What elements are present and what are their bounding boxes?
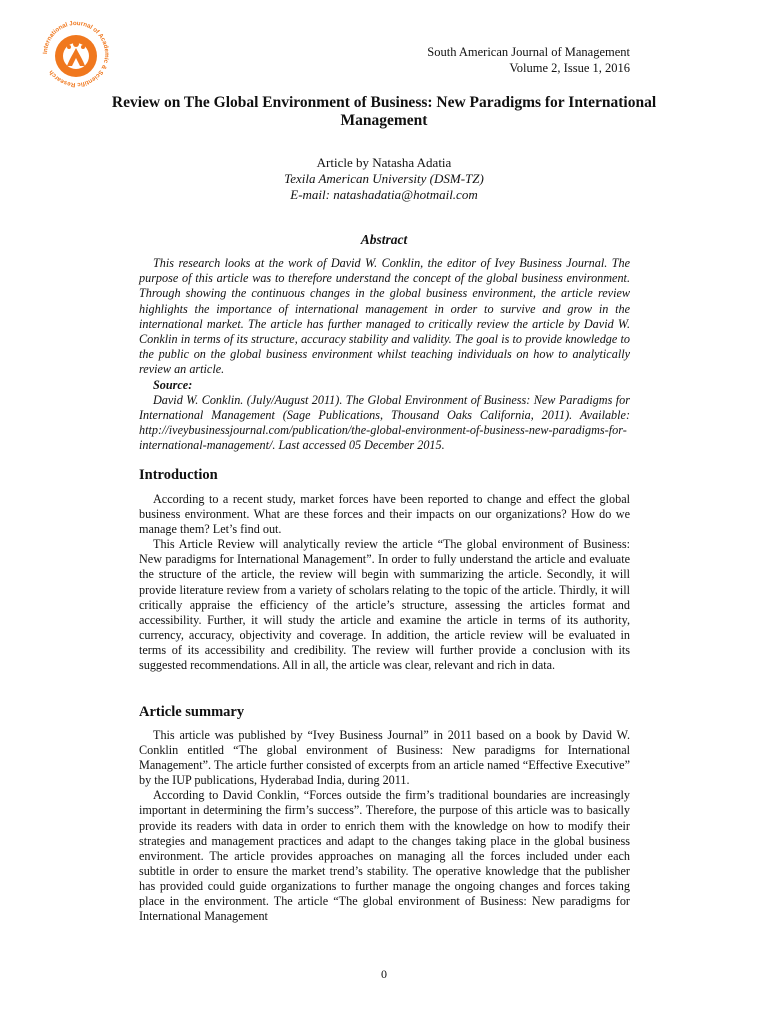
page-number: 0 bbox=[381, 967, 387, 981]
introduction-heading: Introduction bbox=[139, 467, 218, 483]
author-byline: Article by Natasha Adatia bbox=[316, 155, 452, 170]
abstract-text: This research looks at the work of David W. Conklin, the editor of Ivey Business Journal. The purpose of this article was to therefore understand the concept of the global business environment. Through showing the continuous changes in the global business environment, the article review highlights the importance of international management in order to survive and grow in the international market. The article has further managed to critically review the article by David W. Conklin in terms of its structure, accuracy stability and validity. The goal is to provide knowledge to the public on the global business environment whilst teaching individuals on how to analytically review an article. bbox=[139, 256, 630, 377]
journal-logo bbox=[40, 18, 112, 90]
abstract-heading: Abstract bbox=[360, 232, 408, 247]
summary-paragraph-1: This article was published by “Ivey Business Journal” in 2011 based on a book by David W. Conklin entitled “The global environment of Business: New paradigms for International Management”. The article further consisted of excerpts from an article named “Effective Executive” by the IUP publications, Hyderabad India, during 2011. bbox=[139, 728, 630, 788]
paper-title: Review on The Global Environment of Business: New Paradigms for International Management bbox=[111, 94, 657, 129]
summary-paragraph-2: According to David Conklin, “Forces outside the firm’s traditional boundaries are increasingly important in determining the firm’s success”. Therefore, the purpose of this article was to basically provide its readers with data in order to enrich them with the knowledge on how to modify their strategies and management practices and adapt to the changes taking place in the global business environment. The article provides approaches on managing all the forces included under each subtitle in order to ensure the market trend’s stability. The operative knowledge that the publisher has provided could guide organizations to further manage the ongoing changes and forces taking place in the environment. The article “The global environment of Business: New paradigms for International Management bbox=[139, 788, 630, 924]
source-citation: David W. Conklin. (July/August 2011). The Global Environment of Business: New Paradigms for International Management (Sage Publications, Thousand Oaks California, 2011). Available: http://iveybusinessjournal.com/publication/the-global-environment-of-business-new-paradigms-for-international-management/. Last accessed 05 December 2015. bbox=[139, 392, 630, 453]
author-email: E-mail: natashadatia@hotmail.com bbox=[290, 187, 478, 202]
introduction-paragraph-2: This Article Review will analytically review the article “The global environment of Business: New paradigms for International Management”. In order to fully understand the article and evaluate the structure of the article, the review will begin with summarizing the article. Secondly, it will provide literature review from a variety of scholars relating to the topic of the article. Thirdly, it will critically appraise the efficiency of the article’s structure, assessing the articles format and accessibility. Further, it will study the article and examine the article in terms of its authority, currency, accuracy, objectivity and coverage. In addition, the article review will be evaluated in terms of its accessibility and credibility. The review will further provide a conclusion with its suggested recommendations. All in all, the article was clear, relevant and rich in data. bbox=[139, 537, 630, 673]
journal-name: South American Journal of Management bbox=[427, 45, 630, 59]
logo-ring-text: International Journal of Academic & Scientific Research bbox=[41, 19, 111, 89]
abstract-body bbox=[139, 256, 630, 454]
introduction-paragraph-1: According to a recent study, market forces have been reported to change and effect the global business environment. What are these forces and their impacts on our organizations? How do we manage them? Let’s find out. bbox=[139, 492, 630, 537]
volume-issue: Volume 2, Issue 1, 2016 bbox=[509, 61, 630, 75]
author-affiliation: Texila American University (DSM-TZ) bbox=[284, 171, 484, 186]
summary-heading: Article summary bbox=[139, 704, 245, 720]
source-label: Source: bbox=[153, 377, 193, 392]
journal-header bbox=[427, 44, 630, 76]
introduction-body bbox=[139, 492, 630, 673]
author-block bbox=[150, 155, 618, 203]
summary-body bbox=[139, 728, 630, 924]
